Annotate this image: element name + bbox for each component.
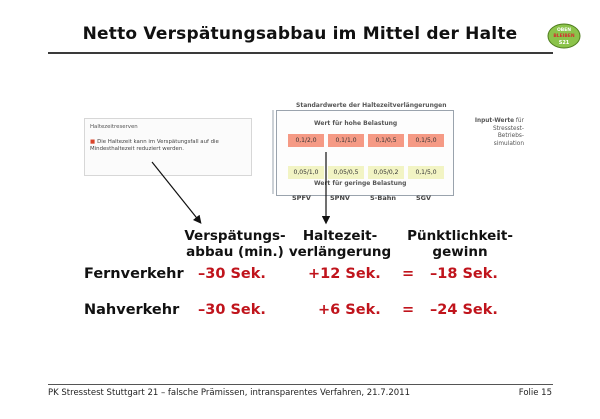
- fernverkehr-gain: –18 Sek.: [430, 266, 498, 282]
- low-load-label: Wert für geringe Belastung: [314, 180, 407, 187]
- input-values-note: [456, 118, 524, 148]
- low-value-cell: 0,1/5,0: [408, 166, 444, 179]
- logo-line-3: S21: [558, 40, 570, 46]
- footer-divider: [48, 384, 553, 385]
- fernverkehr-extension: +12 Sek.: [308, 266, 381, 282]
- column-label-spnv: SPNV: [330, 194, 350, 202]
- row-label-nahverkehr: Nahverkehr: [84, 302, 180, 318]
- excerpt-text: Die Haltezeit kann im Verspätungsfall auf die Mindesthaltezeit reduziert werden.: [90, 139, 219, 152]
- low-value-cell: 0,05/0,2: [368, 166, 404, 179]
- input-note-line: simulation: [493, 140, 524, 147]
- excerpt-text-block: [90, 139, 248, 153]
- high-value-cell: 0,1/2,0: [288, 134, 324, 147]
- header-gain: [404, 228, 516, 260]
- header-gain-line1: Pünktlichkeit-: [407, 228, 513, 244]
- low-value-cell: 0,05/1,0: [288, 166, 324, 179]
- standard-table-title: Standardwerte der Haltezeitverlängerungen: [296, 102, 447, 109]
- bullet-icon: ■: [90, 139, 96, 145]
- header-extension: [288, 228, 392, 260]
- input-note-line: Stresstest-: [492, 125, 524, 132]
- header-gain-line2: gewinn: [432, 244, 488, 260]
- row-label-fernverkehr: Fernverkehr: [84, 266, 184, 282]
- excerpt-title: Haltezeitreserven: [90, 124, 138, 130]
- title-divider: [48, 52, 553, 54]
- high-value-cell: 0,1/0,5: [368, 134, 404, 147]
- slide-title: Netto Verspätungsabbau im Mittel der Halte: [82, 24, 518, 44]
- high-value-cell: 0,1/5,0: [408, 134, 444, 147]
- nahverkehr-extension: +6 Sek.: [318, 302, 381, 318]
- high-value-cell: 0,1/1,0: [328, 134, 364, 147]
- low-value-cell: 0,05/0,5: [328, 166, 364, 179]
- fernverkehr-equals: =: [402, 266, 415, 282]
- haltezeitreserven-excerpt: [84, 118, 252, 176]
- input-note-line: für: [515, 118, 524, 124]
- oben-bleiben-logo: [546, 22, 582, 50]
- input-note-bold: Input-Werte: [474, 118, 515, 124]
- footer-text: PK Stresstest Stuttgart 21 – falsche Prämissen, intransparentes Verfahren, 21.7.2011: [48, 388, 410, 398]
- column-label-sgv: SGV: [416, 194, 432, 202]
- nahverkehr-reduction: –30 Sek.: [198, 302, 266, 318]
- header-reduction: [176, 228, 294, 260]
- logo-line-1: OBEN: [556, 28, 572, 33]
- logo-line-2: BLEIBEN: [553, 34, 575, 39]
- high-load-label: Wert für hohe Belastung: [314, 120, 398, 127]
- header-reduction-line2: abbau (min.): [186, 244, 284, 260]
- column-label-sbahn: S-Bahn: [370, 194, 396, 202]
- input-note-line: Betriebs-: [497, 133, 524, 139]
- header-reduction-line1: Verspätungs-: [184, 228, 286, 244]
- header-extension-line2: verlängerung: [288, 244, 392, 260]
- fernverkehr-reduction: –30 Sek.: [198, 266, 266, 282]
- nahverkehr-equals: =: [402, 302, 415, 318]
- column-label-spfv: SPFV: [292, 194, 311, 202]
- slide-number: Folie 15: [518, 388, 552, 398]
- nahverkehr-gain: –24 Sek.: [430, 302, 498, 318]
- header-extension-line1: Haltezeit-: [302, 228, 378, 244]
